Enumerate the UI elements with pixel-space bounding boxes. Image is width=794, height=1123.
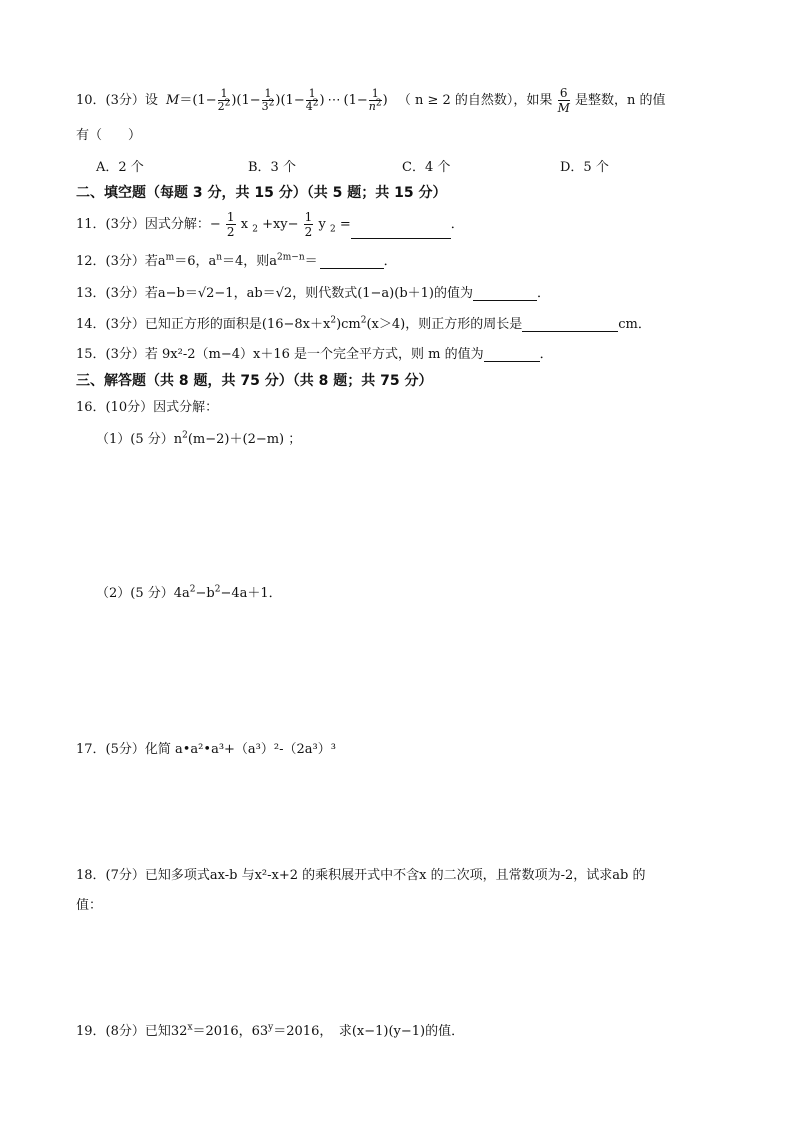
q12-text: 12．(3分）若$a^m=6$，$a^n=4$，则$a^{2m-n}=$ <box>76 252 318 269</box>
question-13 <box>76 282 550 301</box>
q10-factor-n: (1− $\frac{1}{n^2}$ ) <box>343 87 388 113</box>
q12-answer-blank[interactable] <box>320 254 384 269</box>
q10-factor-3: (1− $\frac{1}{4^2}$ ) <box>280 87 325 113</box>
question-19: 19．(8分）已知$32^x=2016$，$63^y=2016$， 求(x−1)(y−1)的值． <box>76 1022 465 1039</box>
question-14 <box>76 313 651 332</box>
q10-factor-1: (1− $\frac{1}{2^2}$ ) <box>192 87 237 113</box>
q16-part-1: （1）(5 分）$n^2(m-2)+(2-m)$ ； <box>96 430 302 447</box>
q13-text: 13．(3分）若a−b＝√2−1，ab＝√2，则代数式(1−a)(b＋1)的值为 <box>76 286 473 301</box>
q15-answer-blank[interactable] <box>484 347 540 362</box>
q15-period: ． <box>539 347 553 362</box>
question-11 <box>76 210 464 239</box>
question-12 <box>76 250 397 269</box>
q12-period: ． <box>383 254 397 269</box>
q11-frac-2: $\frac{1}{2}$ <box>304 210 313 239</box>
question-15 <box>76 343 553 362</box>
q10-dots: ⋯ <box>327 93 341 108</box>
q11-x: x <box>240 217 249 232</box>
q11-eq: = <box>339 217 351 232</box>
q13-period: ． <box>537 286 551 301</box>
q15-text: 15．(3分）若 9x²-2（m−4）x＋16 是一个完全平方式，则 m 的值为 <box>76 347 484 362</box>
q11-mid: +xy− <box>262 217 299 232</box>
question-18-line2: 值： <box>76 898 103 913</box>
q11-prefix: 11．(3分）因式分解：− <box>76 217 221 232</box>
question-18-line1: 18．(7分）已知多项式ax-b 与x²-x+2 的乘积展开式中不含x 的二次项，且常数项为-2，试求ab 的 <box>76 868 646 883</box>
q10-option-b: B．3 个 <box>248 160 296 175</box>
q11-x-exp: 2 <box>252 224 258 235</box>
q10-eq: ＝ <box>179 93 193 108</box>
q10-line2: 有（ ） <box>76 128 142 143</box>
question-17: 17．(5分）化简 a•a²•a³+（a³）²-（2a³）³ <box>76 742 336 757</box>
q11-y-exp: 2 <box>329 224 336 235</box>
q10-option-c: C．4 个 <box>402 160 451 175</box>
q10-six-over-m: $\frac{6}{M}$ <box>557 86 570 115</box>
q14-answer-blank[interactable] <box>522 317 618 332</box>
q14-text: 14．(3分）已知正方形的面积是$(16-8x+x^2)cm^2(x>4)$，则正方形的周长是 <box>76 315 523 332</box>
q10-m-var: M <box>166 93 180 108</box>
section-3-title: 三、解答题（共 8 题，共 75 分）（共 8 题；共 75 分） <box>76 373 433 389</box>
q10-condition: （ n ≥ 2 的自然数），如果 <box>397 93 553 108</box>
question-10 <box>76 86 666 115</box>
q10-option-a: A．2 个 <box>96 160 144 175</box>
q16-part-2: （2）(5 分）$4a^2-b^2-4a+1$． <box>96 584 282 601</box>
q11-answer-blank[interactable] <box>351 224 451 239</box>
q13-answer-blank[interactable] <box>473 286 537 301</box>
q10-prefix: 10．(3分）设 <box>76 93 158 108</box>
q16-head: 16．(10分）因式分解： <box>76 400 219 415</box>
q10-suffix: 是整数，n 的值 <box>575 93 666 108</box>
q11-period: ． <box>450 217 464 232</box>
q14-unit: cm． <box>618 317 651 332</box>
section-2-title: 二、填空题（每题 3 分，共 15 分）（共 5 题；共 15 分） <box>76 185 447 201</box>
q10-option-d: D．5 个 <box>560 160 609 175</box>
q11-y: y <box>318 217 326 232</box>
q11-frac-1: $\frac{1}{2}$ <box>226 210 235 239</box>
q10-factor-2: (1− $\frac{1}{3^2}$ ) <box>236 87 281 113</box>
